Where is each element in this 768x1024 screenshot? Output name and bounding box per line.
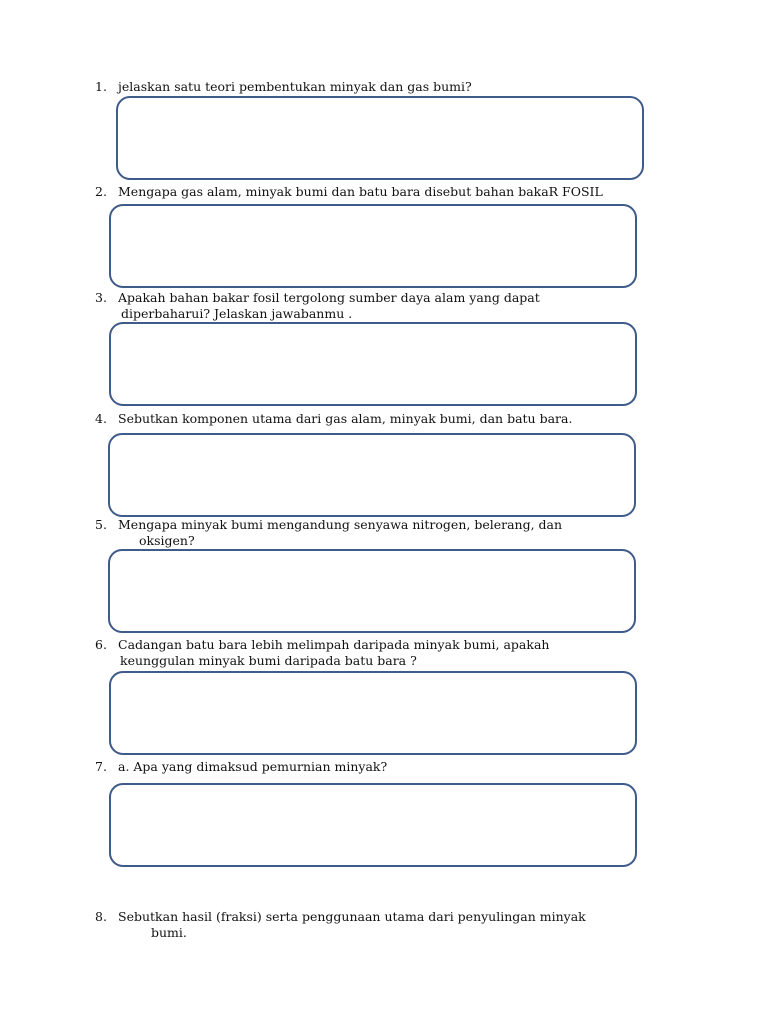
question-text: Cadangan batu bara lebih melimpah daripada minyak bumi, apakah bbox=[118, 637, 550, 652]
question-text: Mengapa minyak bumi mengandung senyawa nitrogen, belerang, dan bbox=[118, 517, 563, 532]
question-text: Apakah bahan bakar fosil tergolong sumber daya alam yang dapat bbox=[118, 290, 540, 305]
question-number: 3. bbox=[95, 290, 107, 305]
question-text-continued: bumi. bbox=[151, 925, 187, 940]
question-number: 5. bbox=[95, 517, 107, 532]
answer-box-4[interactable] bbox=[108, 433, 636, 517]
question-number: 4. bbox=[95, 411, 107, 426]
question-text: a. Apa yang dimaksud pemurnian minyak? bbox=[118, 759, 388, 774]
question-text-continued: keunggulan minyak bumi daripada batu bara ? bbox=[120, 653, 417, 668]
question-number: 8. bbox=[95, 909, 107, 924]
answer-box-7[interactable] bbox=[109, 783, 637, 867]
answer-box-5[interactable] bbox=[108, 549, 636, 633]
question-number: 1. bbox=[95, 79, 107, 94]
question-number: 2. bbox=[95, 184, 107, 199]
question-text: jelaskan satu teori pembentukan minyak dan gas bumi? bbox=[118, 79, 472, 94]
answer-box-2[interactable] bbox=[109, 204, 637, 288]
question-text: Sebutkan komponen utama dari gas alam, minyak bumi, dan batu bara. bbox=[118, 411, 573, 426]
answer-box-1[interactable] bbox=[116, 96, 644, 180]
question-text-continued: diperbaharui? Jelaskan jawabanmu . bbox=[121, 306, 353, 321]
question-number: 7. bbox=[95, 759, 107, 774]
question-text-continued: oksigen? bbox=[139, 533, 195, 548]
answer-box-3[interactable] bbox=[109, 322, 637, 406]
question-text: Mengapa gas alam, minyak bumi dan batu bara disebut bahan bakaR FOSIL bbox=[118, 184, 603, 199]
answer-box-6[interactable] bbox=[109, 671, 637, 755]
question-text: Sebutkan hasil (fraksi) serta penggunaan utama dari penyulingan minyak bbox=[118, 909, 586, 924]
question-number: 6. bbox=[95, 637, 107, 652]
